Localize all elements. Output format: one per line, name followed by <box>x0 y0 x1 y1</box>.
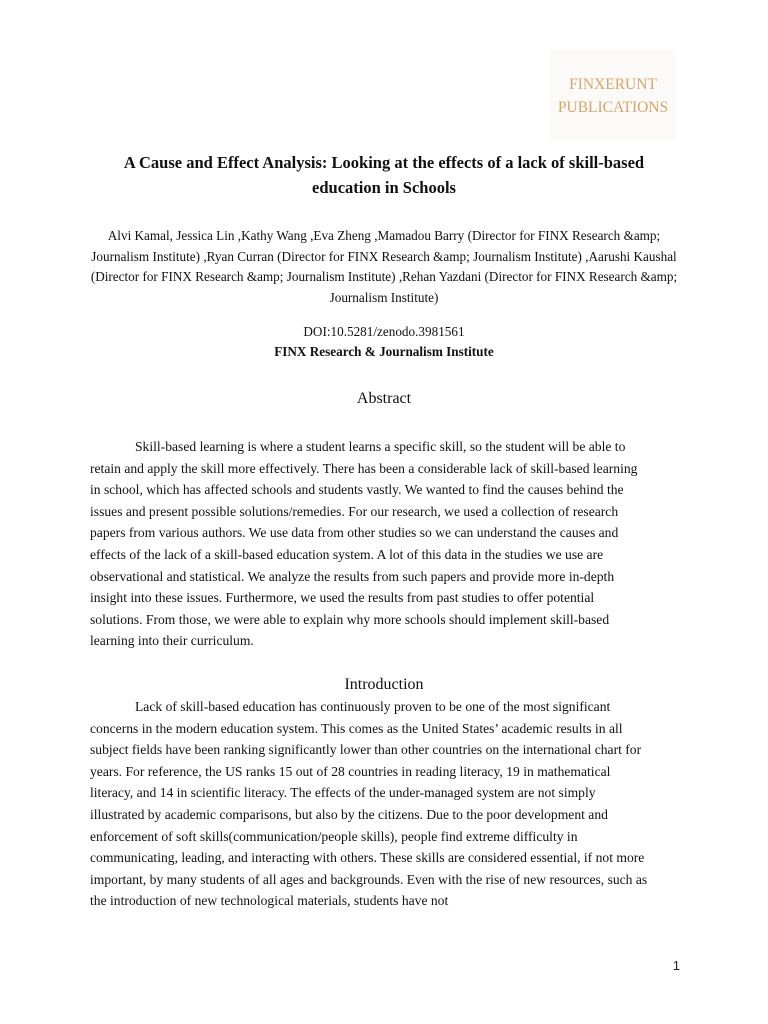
paper-title: A Cause and Effect Analysis: Looking at the effects of a lack of skill-based education in Schools <box>123 153 645 197</box>
introduction-paragraph: Lack of skill-based education has continuously proven to be one of the most significant concerns in the modern education system. This comes as the United States’ academic results in all subject fields have been ranking significantly lower than other countries on the international chart for years. For reference, the US ranks 15 out of 28 countries in reading literacy, 19 in mathematical literacy, and 14 in scientific literacy. The effects of the under-managed system are not simply illustrated by academic comparisons, but also by the citizens. Due to the poor development and enforcement of soft skills(communication/people skills), people find extreme difficulty in communicating, leading, and interacting with others. These skills are considered essential, if not more important, by many students of all ages and backgrounds. Even with the rise of new resources, such as the introduction of new technological materials, students have not <box>90 699 648 909</box>
page-number: 1 <box>672 958 680 973</box>
doi: DOI:10.5281/zenodo.3981561 <box>303 324 465 339</box>
publisher-logo <box>550 50 676 140</box>
abstract-heading: Abstract <box>356 390 412 407</box>
logo-line-2: PUBLICATIONS <box>557 99 669 116</box>
author-list: Alvi Kamal, Jessica Lin ,Kathy Wang ,Eva Zheng ,Mamadou Barry (Director for FINX Research &amp; Journalism Institute) ,Ryan Curran (Director for FINX Research &amp; Journalism Institute) ,Aarushi Kaushal (Director for FINX Research &amp; Journalism Institute) ,Rehan Yazdani (Director for FINX Research &amp; Journalism Institute) <box>90 228 678 305</box>
logo-line-1: FINXERUNT <box>569 76 657 93</box>
abstract-paragraph: Skill-based learning is where a student learns a specific skill, so the student will be able to retain and apply the skill more effectively. There has been a considerable lack of skill-based learning in school, which has affected schools and students vastly. We wanted to find the causes behind the issues and present possible solutions/remedies. For our research, we used a collection of research papers from various authors. We use data from other studies so we can understand the causes and effects of the lack of a skill-based education system. A lot of this data in the studies we use are observational and statistical. We analyze the results from such papers and provide more in-depth insight into these issues. Furthermore, we used the results from past studies to offer potential solutions. From those, we were able to explain why more schools should implement skill-based learning into their curriculum. <box>90 439 638 649</box>
institute-name: FINX Research & Journalism Institute <box>274 344 494 359</box>
introduction-heading: Introduction <box>344 676 424 693</box>
